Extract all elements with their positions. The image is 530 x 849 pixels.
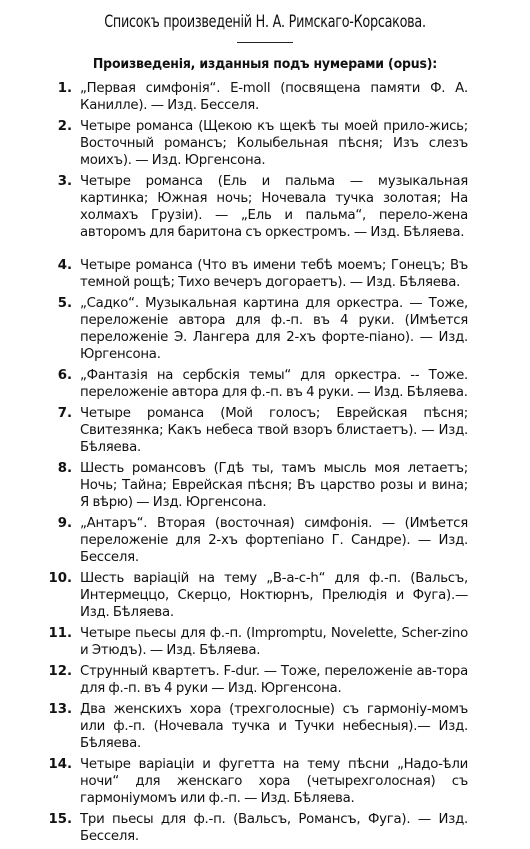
opus-number: 2. <box>57 119 72 134</box>
work-description: Два женскихъ хора (трехголосные) съ гармоніу-момъ или ф.-п. (Ночевала тучка и Тучки небесныя).— Изд. Бѣляева. <box>80 702 468 751</box>
work-description: Шесть романсовъ (Гдѣ ты, тамъ мысль моя летаетъ; Ночь; Тайна; Еврейская пѣсня; Въ царство розы и вина; Я вѣрю) — Изд. Юргенсона. <box>80 461 468 510</box>
work-description: Четыре романса (Что въ имени тебѣ моемъ; Гонецъ; Въ темной рощѣ; Тихо вечеръ догораетъ). — Изд. Бѣляева. <box>80 258 468 290</box>
opus-number: 13. <box>48 702 72 717</box>
work-description: „Первая симфонія“. E-moll (посвящена памяти Ф. А. Канилле). — Изд. Бесселя. <box>80 81 468 113</box>
work-description: Четыре пьесы для ф.-п. (Impromptu, Novelette, Scher-zino и Этюдъ). — Изд. Бѣляева. <box>80 626 468 658</box>
list-item <box>0 460 530 511</box>
works-list <box>0 80 530 849</box>
opus-number: 6. <box>57 368 72 383</box>
opus-number: 7. <box>57 406 72 421</box>
work-description: Четыре романса (Мой голосъ; Еврейская пѣсня; Свитезянка; Какъ небеса твой взоръ блистаетъ). — Изд. Бѣляева. <box>80 406 468 455</box>
work-description: „Антаръ“. Вторая (восточная) симфонія. — (Имѣется переложеніе для 2-хъ фортепіано Г. Сандре). — Изд. Бесселя. <box>80 516 468 565</box>
opus-number: 5. <box>57 296 72 311</box>
page-title: Списокъ произведеній Н. А. Римскаго-Корсакова. <box>104 12 426 31</box>
opus-number: 4. <box>57 258 72 273</box>
list-item <box>0 701 530 752</box>
list-item <box>0 515 530 566</box>
list-item <box>0 173 530 241</box>
list-item <box>0 811 530 845</box>
work-description: „Фантазія на сербскія темы“ для оркестра. -- Тоже. переложеніе автора для ф.-п. въ 4 руки. — Изд. Бѣляева. <box>80 368 468 400</box>
list-item <box>0 625 530 659</box>
opus-number: 3. <box>57 174 72 189</box>
opus-number: 12. <box>48 664 72 679</box>
list-item <box>0 80 530 114</box>
work-description: Шесть варіацій на тему „B-a-c-h“ для ф.-п. (Вальсъ, Интермеццо, Скерцо, Ноктюрнъ, Прелюдія и Фуга).— Изд. Бѣляева. <box>80 571 468 620</box>
work-description: Струнный квартетъ. F-dur. — Тоже, переложеніе ав-тора для ф.-п. въ 4 руки — Изд. Юргенсона. <box>80 664 468 696</box>
list-item <box>0 295 530 363</box>
work-description: „Садко“. Музыкальная картина для оркестра. — Тоже, переложеніе автора для ф.-п. въ 4 руки. (Имѣется переложеніе Э. Лангера для 2-хъ форте-піано). — Изд. Юргенсона. <box>80 296 468 362</box>
opus-number: 8. <box>57 461 72 476</box>
opus-number: 10. <box>48 571 72 586</box>
list-item <box>0 570 530 621</box>
opus-number: 14. <box>48 757 72 772</box>
list-item <box>0 367 530 401</box>
work-description: Три пьесы для ф.-п. (Вальсъ, Романсъ, Фуга). — Изд. Бесселя. <box>80 812 468 844</box>
opus-number: 9. <box>57 516 72 531</box>
list-item <box>0 257 530 291</box>
work-description: Четыре романса (Щекою къ щекѣ ты моей прило-жись; Восточный романсъ; Колыбельная пѣсня; Изъ слезъ моихъ). — Изд. Юргенсона. <box>80 119 468 168</box>
opus-number: 15. <box>48 812 72 827</box>
list-item <box>0 405 530 456</box>
work-description: Четыре романса (Ель и пальма — музыкальная картинка; Южная ночь; Ночевала тучка золотая; На холмахъ Грузіи). — „Ель и пальма“, перело-жена авторомъ для баритона съ оркестромъ. — Изд. Бѣляева. <box>80 174 468 240</box>
list-item <box>0 663 530 697</box>
section-subtitle: Произведенія, изданныя подъ нумерами (opus): <box>92 56 438 72</box>
opus-number: 11. <box>48 626 72 641</box>
list-item <box>0 756 530 807</box>
opus-number: 1. <box>57 81 72 96</box>
list-item <box>0 118 530 169</box>
work-description: Четыре варіаціи и фугетта на тему пѣсни „Надо-ѣли ночи“ для женскаго хора (четырехголосная) съ гармоніумомъ или ф.-п. — Изд. Бѣляева. <box>80 757 468 806</box>
title-divider <box>237 42 293 43</box>
